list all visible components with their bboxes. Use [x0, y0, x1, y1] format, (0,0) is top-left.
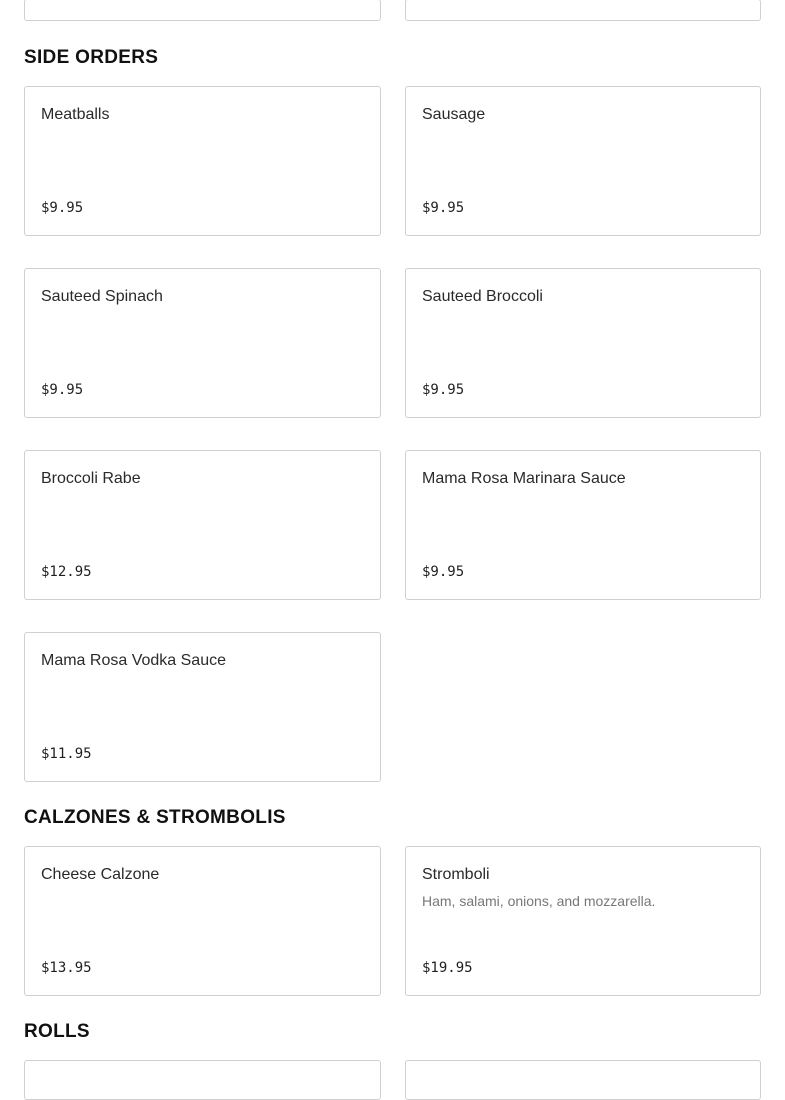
item-price: $9.95: [422, 200, 465, 216]
item-name: Meatballs: [41, 106, 110, 123]
item-price: $9.95: [422, 564, 465, 580]
menu-item-card[interactable]: [24, 268, 381, 418]
item-name: Sausage: [422, 106, 486, 123]
menu-item-card[interactable]: [405, 86, 761, 236]
menu-item-card[interactable]: [24, 632, 381, 782]
menu-item-card[interactable]: [405, 1060, 761, 1100]
menu-item-card[interactable]: [405, 0, 761, 21]
item-price: $13.95: [41, 960, 92, 976]
menu-item-card[interactable]: [405, 268, 761, 418]
item-name: Broccoli Rabe: [41, 470, 141, 487]
item-price: $12.95: [41, 564, 92, 580]
menu-item-card[interactable]: [24, 846, 381, 996]
item-name: Mama Rosa Marinara Sauce: [422, 470, 626, 487]
menu-item-card[interactable]: [405, 450, 761, 600]
menu-item-card[interactable]: [24, 86, 381, 236]
section-title-side-orders: SIDE ORDERS: [24, 47, 159, 68]
menu-item-card[interactable]: [24, 1060, 381, 1100]
menu-item-card[interactable]: [405, 846, 761, 996]
item-name: Sauteed Spinach: [41, 288, 163, 305]
item-name: Mama Rosa Vodka Sauce: [41, 652, 226, 669]
item-name: Cheese Calzone: [41, 866, 160, 883]
item-price: $9.95: [422, 382, 465, 398]
section-title-calzones-strombolis: CALZONES & STROMBOLIS: [24, 807, 286, 828]
item-price: $19.95: [422, 960, 473, 976]
item-description: Ham, salami, onions, and mozzarella.: [422, 893, 656, 909]
menu-item-card[interactable]: [24, 0, 381, 21]
item-price: $9.95: [41, 200, 84, 216]
section-title-rolls: ROLLS: [24, 1021, 90, 1042]
item-name: Stromboli: [422, 866, 490, 883]
menu-item-card[interactable]: [24, 450, 381, 600]
item-name: Sauteed Broccoli: [422, 288, 543, 305]
item-price: $9.95: [41, 382, 84, 398]
item-price: $11.95: [41, 746, 92, 762]
